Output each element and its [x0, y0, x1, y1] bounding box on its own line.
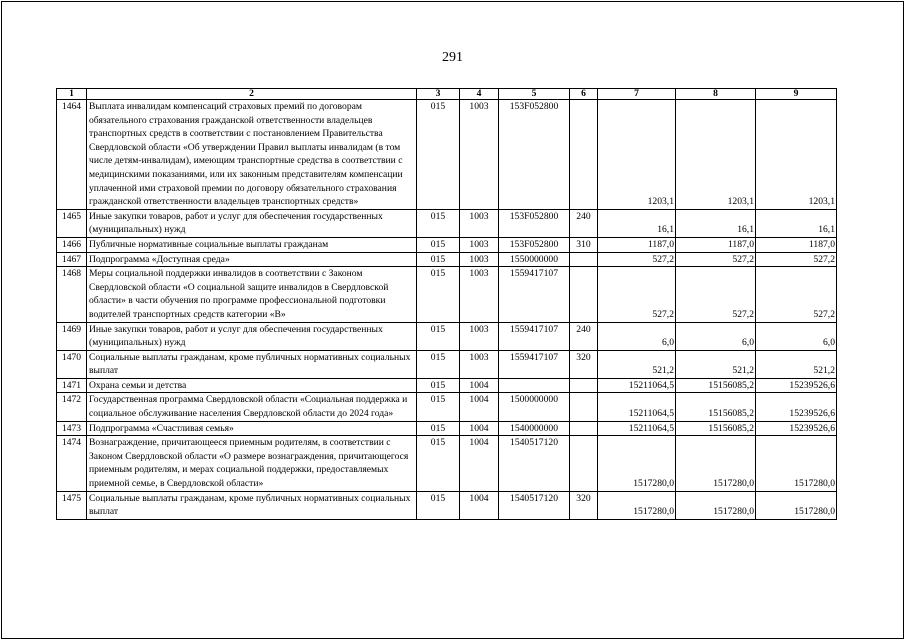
- amount-col7: 1203,1: [598, 100, 676, 210]
- amount-col9: 527,2: [756, 267, 837, 322]
- expense-type-code: 320: [570, 491, 598, 519]
- row-name: Иные закупки товаров, работ и услуг для обеспечения государственных (муниципальных) нужд: [87, 322, 417, 350]
- expense-type-code: [570, 267, 598, 322]
- ministry-code: 015: [417, 267, 460, 322]
- ministry-code: 015: [417, 322, 460, 350]
- table-header-row: [57, 89, 837, 100]
- expense-type-code: [570, 421, 598, 436]
- section-code: 1003: [460, 267, 499, 322]
- target-article-code: 153F052800: [499, 237, 570, 252]
- section-code: 1003: [460, 209, 499, 237]
- column-header: 2: [87, 89, 417, 100]
- ministry-code: 015: [417, 491, 460, 519]
- section-code: 1003: [460, 350, 499, 378]
- table-row: [57, 322, 837, 350]
- row-number: 1472: [57, 393, 87, 421]
- target-article-code: 1540517120: [499, 491, 570, 519]
- expense-type-code: 310: [570, 237, 598, 252]
- expense-type-code: [570, 252, 598, 267]
- amount-col7: 527,2: [598, 252, 676, 267]
- amount-col7: 521,2: [598, 350, 676, 378]
- row-number: 1464: [57, 100, 87, 210]
- amount-col8: 527,2: [676, 252, 756, 267]
- section-code: 1003: [460, 100, 499, 210]
- column-header: 3: [417, 89, 460, 100]
- budget-table: [56, 88, 837, 520]
- row-number: 1467: [57, 252, 87, 267]
- expense-type-code: [570, 393, 598, 421]
- amount-col9: 1517280,0: [756, 491, 837, 519]
- table-row: [57, 491, 837, 519]
- amount-col7: 6,0: [598, 322, 676, 350]
- ministry-code: 015: [417, 421, 460, 436]
- target-article-code: 1559417107: [499, 322, 570, 350]
- section-code: 1003: [460, 237, 499, 252]
- row-number: 1465: [57, 209, 87, 237]
- row-name: Подпрограмма «Счастливая семья»: [87, 421, 417, 436]
- target-article-code: 1559417107: [499, 267, 570, 322]
- amount-col9: 6,0: [756, 322, 837, 350]
- target-article-code: [499, 378, 570, 393]
- amount-col7: 1187,0: [598, 237, 676, 252]
- column-header: 8: [676, 89, 756, 100]
- amount-col8: 1187,0: [676, 237, 756, 252]
- row-number: 1468: [57, 267, 87, 322]
- section-code: 1004: [460, 378, 499, 393]
- expense-type-code: [570, 100, 598, 210]
- expense-type-code: [570, 436, 598, 491]
- amount-col9: 1517280,0: [756, 436, 837, 491]
- amount-col8: 15156085,2: [676, 421, 756, 436]
- amount-col7: 15211064,5: [598, 421, 676, 436]
- amount-col9: 521,2: [756, 350, 837, 378]
- row-name: Вознаграждение, причитающееся приемным родителям, в соответствии с Законом Свердловской области «О размере вознаграждения, причитающегося приемным родителям, и мерах социальной поддержки, предоставляемых приемной семье, в Свердловской области»: [87, 436, 417, 491]
- column-header: 4: [460, 89, 499, 100]
- row-name: Социальные выплаты гражданам, кроме публичных нормативных социальных выплат: [87, 491, 417, 519]
- table-row: [57, 378, 837, 393]
- column-header: 6: [570, 89, 598, 100]
- row-number: 1466: [57, 237, 87, 252]
- amount-col9: 15239526,6: [756, 393, 837, 421]
- expense-type-code: [570, 378, 598, 393]
- row-name: Государственная программа Свердловской области «Социальная поддержка и социальное обслуживание населения Свердловской области до 2024 года»: [87, 393, 417, 421]
- target-article-code: 153F052800: [499, 209, 570, 237]
- table-row: [57, 350, 837, 378]
- table-row: [57, 209, 837, 237]
- row-number: 1474: [57, 436, 87, 491]
- table-body: [57, 100, 837, 520]
- ministry-code: 015: [417, 393, 460, 421]
- section-code: 1004: [460, 436, 499, 491]
- amount-col8: 16,1: [676, 209, 756, 237]
- ministry-code: 015: [417, 237, 460, 252]
- section-code: 1004: [460, 393, 499, 421]
- amount-col7: 1517280,0: [598, 491, 676, 519]
- amount-col8: 15156085,2: [676, 378, 756, 393]
- amount-col9: 1203,1: [756, 100, 837, 210]
- amount-col7: 15211064,5: [598, 378, 676, 393]
- row-name: Меры социальной поддержки инвалидов в соответствии с Законом Свердловской области «О социальной защите инвалидов в Свердловской области» в части обучения по программе профессиональной подготовки водителей транспортных средств категории «В»: [87, 267, 417, 322]
- amount-col7: 16,1: [598, 209, 676, 237]
- amount-col7: 15211064,5: [598, 393, 676, 421]
- row-name: Публичные нормативные социальные выплаты гражданам: [87, 237, 417, 252]
- amount-col9: 15239526,6: [756, 421, 837, 436]
- ministry-code: 015: [417, 350, 460, 378]
- ministry-code: 015: [417, 378, 460, 393]
- row-number: 1469: [57, 322, 87, 350]
- section-code: 1003: [460, 322, 499, 350]
- target-article-code: 1500000000: [499, 393, 570, 421]
- amount-col9: 15239526,6: [756, 378, 837, 393]
- amount-col8: 521,2: [676, 350, 756, 378]
- amount-col9: 1187,0: [756, 237, 837, 252]
- expense-type-code: 240: [570, 322, 598, 350]
- row-name: Иные закупки товаров, работ и услуг для обеспечения государственных (муниципальных) нужд: [87, 209, 417, 237]
- ministry-code: 015: [417, 252, 460, 267]
- table-row: [57, 421, 837, 436]
- amount-col7: 1517280,0: [598, 436, 676, 491]
- target-article-code: 1540000000: [499, 421, 570, 436]
- column-header: 9: [756, 89, 837, 100]
- section-code: 1003: [460, 252, 499, 267]
- amount-col8: 15156085,2: [676, 393, 756, 421]
- row-name: Охрана семьи и детства: [87, 378, 417, 393]
- row-number: 1473: [57, 421, 87, 436]
- row-number: 1475: [57, 491, 87, 519]
- amount-col8: 1517280,0: [676, 436, 756, 491]
- amount-col8: 1203,1: [676, 100, 756, 210]
- column-header: 7: [598, 89, 676, 100]
- target-article-code: 1540517120: [499, 436, 570, 491]
- amount-col8: 6,0: [676, 322, 756, 350]
- expense-type-code: 320: [570, 350, 598, 378]
- table-row: [57, 252, 837, 267]
- document-page: [1, 1, 904, 639]
- target-article-code: 1550000000: [499, 252, 570, 267]
- ministry-code: 015: [417, 100, 460, 210]
- table-row: [57, 267, 837, 322]
- row-name: Социальные выплаты гражданам, кроме публичных нормативных социальных выплат: [87, 350, 417, 378]
- row-name: Выплата инвалидам компенсаций страховых премий по договорам обязательного страхования гражданской ответственности владельцев транспортных средств в соответствии с постановлением Правительства Свердловской области «Об утверждении Правил выплаты инвалидам (в том числе детям-инвалидам), имеющим транспортные средства в соответствии с медицинскими показаниями, или их законным представителям компенсации уплаченной ими страховой премии по договору обязательного страхования гражданской ответственности владельцев транспортных средств»: [87, 100, 417, 210]
- amount-col9: 16,1: [756, 209, 837, 237]
- expense-type-code: 240: [570, 209, 598, 237]
- ministry-code: 015: [417, 209, 460, 237]
- row-name: Подпрограмма «Доступная среда»: [87, 252, 417, 267]
- row-number: 1471: [57, 378, 87, 393]
- table-row: [57, 393, 837, 421]
- ministry-code: 015: [417, 436, 460, 491]
- amount-col8: 527,2: [676, 267, 756, 322]
- column-header: 5: [499, 89, 570, 100]
- target-article-code: 153F052800: [499, 100, 570, 210]
- section-code: 1004: [460, 491, 499, 519]
- page-number: 291: [442, 50, 463, 65]
- amount-col8: 1517280,0: [676, 491, 756, 519]
- table-row: [57, 237, 837, 252]
- column-header: 1: [57, 89, 87, 100]
- amount-col7: 527,2: [598, 267, 676, 322]
- amount-col9: 527,2: [756, 252, 837, 267]
- target-article-code: 1559417107: [499, 350, 570, 378]
- table-row: [57, 436, 837, 491]
- table-row: [57, 100, 837, 210]
- row-number: 1470: [57, 350, 87, 378]
- section-code: 1004: [460, 421, 499, 436]
